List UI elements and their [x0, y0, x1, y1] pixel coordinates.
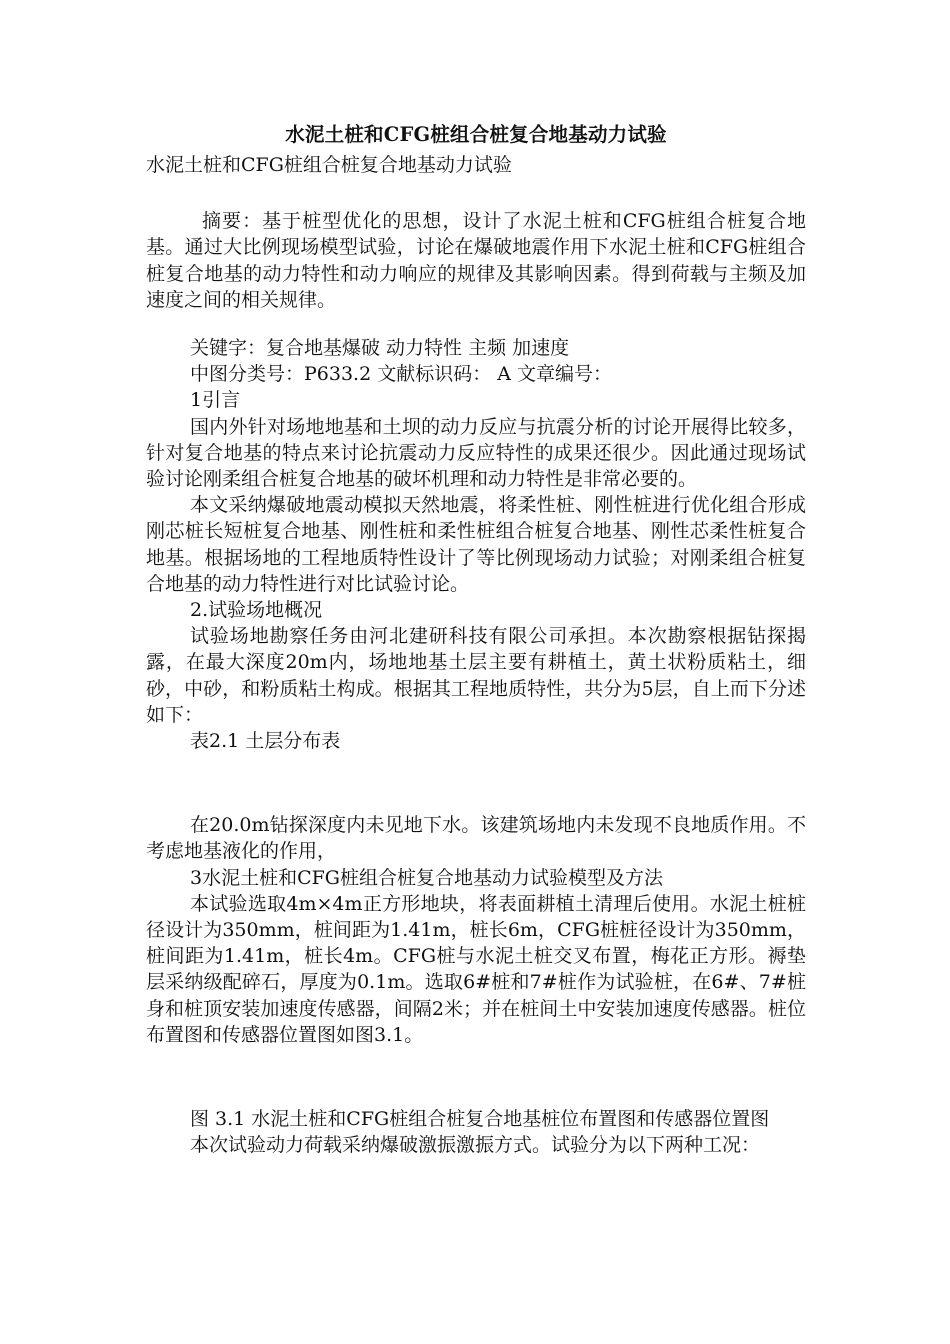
spacer [146, 313, 806, 335]
spacer [146, 178, 806, 208]
abstract-paragraph: 摘要：基于桩型优化的思想，设计了水泥土桩和CFG桩组合桩复合地基。通过大比例现场模型试验，讨论在爆破地震作用下水泥土桩和CFG桩组合桩复合地基的动力特性和动力响应的规律及其影响因素。得到荷载与主频及加速度之间的相关规律。 [146, 210, 806, 311]
section-1-paragraph-2: 本文采纳爆破地震动模拟天然地震，将柔性桩、刚性桩进行优化组合形成刚芯桩长短桩复合地基、刚性桩和柔性桩组合桩复合地基、刚性芯柔性桩复合地基。根据场地的工程地质特性设计了等比例现场动力试验；对刚柔组合桩复合地基的动力特性进行对比试验讨论。 [146, 494, 806, 595]
section-3-heading: 3水泥土桩和CFG桩组合桩复合地基动力试验模型及方法 [190, 866, 663, 889]
section-3-paragraph-1: 本试验选取4m×4m正方形地块，将表面耕植土清理后使用。水泥土桩桩径设计为350mm，桩间距为1.41m，桩长6m，CFG桩桩径设计为350mm，桩间距为1.41m，桩长4m。CFG桩与水泥土桩交叉布置，梅花正方形。褥垫层采纳级配碎石，厚度为0.1m。选取6#桩和7#桩作为试验桩，在6#、7#桩身和桩顶安装加速度传感器，间隔2米；并在桩间土中安装加速度传感器。桩位布置图和传感器位置图如图3.1。 [146, 892, 806, 1046]
table-caption: 表2.1 土层分布表 [190, 730, 341, 753]
keywords-line: 关键字：复合地基爆破 动力特性 主频 加速度 [190, 337, 570, 360]
figure-caption: 图 3.1 水泥土桩和CFG桩组合桩复合地基桩位布置图和传感器位置图 [190, 1108, 770, 1131]
section-1-heading: 1引言 [190, 389, 241, 412]
section-3-paragraph-2: 本次试验动力荷载采纳爆破激振激振方式。试验分为以下两种工况： [190, 1134, 761, 1157]
table-placeholder [146, 754, 806, 812]
section-2-paragraph-1: 试验场地勘察任务由河北建研科技有限公司承担。本次勘察根据钻探揭露，在最大深度20m内，场地地基土层主要有耕植土，黄土状粉质粘土，细砂，中砂，和粉质粘土构成。根据其工程地质特性，共分为5层，自上而下分述如下： [146, 625, 806, 726]
document-title: 水泥土桩和CFG桩组合桩复合地基动力试验 [285, 123, 667, 146]
document-page [146, 118, 806, 1159]
section-2-heading: 2.试验场地概况 [190, 599, 323, 622]
figure-placeholder [146, 1048, 806, 1106]
section-1-paragraph-1: 国内外针对场地地基和土坝的动力反应与抗震分析的讨论开展得比较多，针对复合地基的特点来讨论抗震动力反应特性的成果还很少。因此通过现场试验讨论刚柔组合桩复合地基的破坏机理和动力特性是非常必要的。 [146, 415, 806, 491]
document-subtitle: 水泥土桩和CFG桩组合桩复合地基动力试验 [146, 154, 512, 176]
section-2-paragraph-2: 在20.0m钻探深度内未见地下水。该建筑场地内未发现不良地质作用。不考虑地基液化的作用， [146, 814, 806, 863]
classification-line: 中图分类号：P633.2 文献标识码： A 文章编号： [190, 363, 613, 386]
